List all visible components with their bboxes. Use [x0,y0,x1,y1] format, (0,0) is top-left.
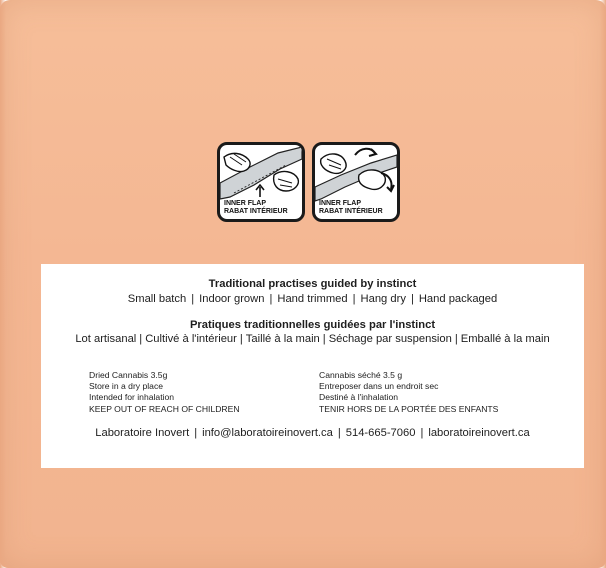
icon-caption-fr: RABAT INTÉRIEUR [224,208,288,215]
feature-en: Indoor grown [199,293,265,305]
info-line-fr: Entreposer dans un endroit sec [319,381,439,392]
pouch-edge-right [600,0,606,568]
open-pouch-step-1-icon [217,142,305,222]
feature-fr: Taillé à la main [245,333,320,345]
info-line-en: Store in a dry place [89,381,164,392]
heading-en: Traditional practises guided by instinct [208,278,417,290]
info-line-fr: Destiné à l'inhalation [319,392,399,403]
product-info-en [89,370,240,415]
feature-fr: Lot artisanal [75,333,137,345]
contact-line: Laboratoire Inovert | info@laboratoireinovert.ca | 514-665-7060 | laboratoireinovert.ca [95,427,530,439]
product-info-fr [319,370,498,415]
icon-caption [319,200,383,216]
feature-fr: Séchage par suspension [328,333,452,345]
features-en: Small batch | Indoor grown | Hand trimmed | Hang dry | Hand packaged [127,293,498,305]
feature-en: Hang dry [360,293,406,305]
feature-en: Small batch [127,293,187,305]
info-line-en: Intended for inhalation [89,392,175,403]
product-label [41,264,584,468]
contact-email: info@laboratoireinovert.ca [202,427,333,439]
pouch-edge-left [0,0,6,568]
company-name: Laboratoire Inovert [95,427,190,439]
info-line-fr: TENIR HORS DE LA PORTÉE DES ENFANTS [319,403,499,414]
icon-caption [224,200,288,216]
info-line-en: Dried Cannabis 3.5g [89,370,168,380]
features-fr: Lot artisanal | Cultivé à l'intérieur | Taillé à la main | Séchage par suspension | Emballé à la main [75,333,550,345]
icon-caption-fr: RABAT INTÉRIEUR [319,208,383,215]
feature-fr: Cultivé à l'intérieur [145,333,237,345]
feature-fr: Emballé à la main [460,333,550,345]
info-line-fr: Cannabis séché 3.5 g [319,370,403,380]
feature-en: Hand packaged [418,293,498,305]
info-line-en: KEEP OUT OF REACH OF CHILDREN [89,403,240,414]
contact-website: laboratoireinovert.ca [428,427,530,439]
icon-caption-en: INNER FLAP [319,200,361,207]
feature-en: Hand trimmed [277,293,348,305]
contact-phone: 514-665-7060 [345,427,416,439]
heading-fr: Pratiques traditionnelles guidées par l'instinct [189,319,436,331]
icon-caption-en: INNER FLAP [224,200,266,207]
open-pouch-step-2-icon [312,142,400,222]
